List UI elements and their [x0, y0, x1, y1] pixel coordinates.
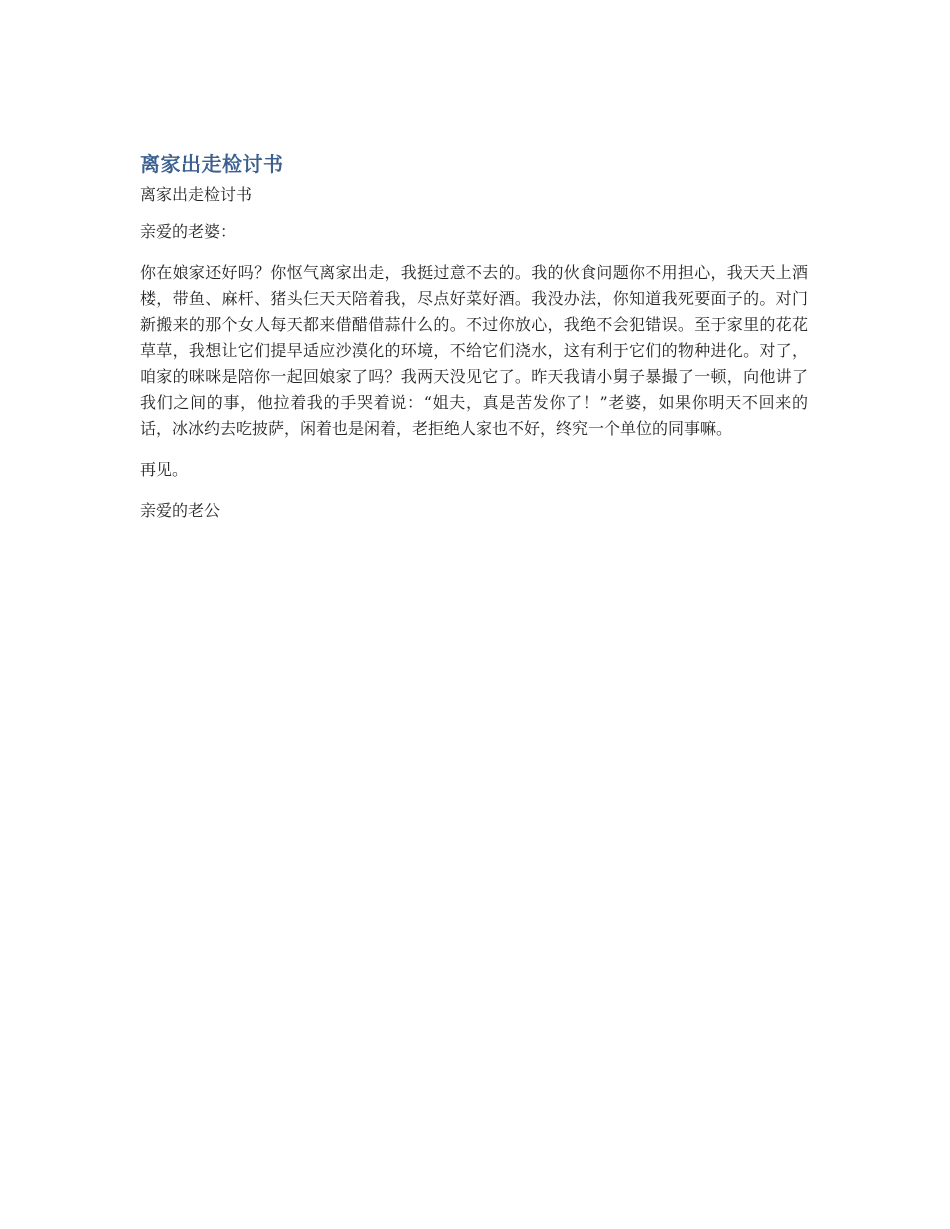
closing: 再见。 — [140, 460, 189, 479]
signature: 亲爱的老公 — [140, 501, 221, 520]
body-paragraph: 你在娘家还好吗？你怄气离家出走，我挺过意不去的。我的伙食问题你不用担心，我天天上酒楼，带鱼、麻杆、猪头仨天天陪着我，尽点好菜好酒。我没办法，你知道我死要面子的。对门新搬来的那个女人每天都来借醋借蒜什么的。不过你放心，我绝不会犯错误。至于家里的花花草草，我想让它们提早适应沙漠化的环境，不给它们浇水，这有利于它们的物种进化。对了，咱家的咪咪是陪你一起回娘家了吗？我两天没见它了。昨天我请小舅子暴撮了一顿，向他讲了我们之间的事，他拉着我的手哭着说：“姐夫，真是苦发你了！”老婆，如果你明天不回来的话，冰冰约去吃披萨，闲着也是闲着，老拒绝人家也不好，终究一个单位的同事嘛。 — [140, 263, 808, 438]
document-page — [140, 150, 808, 539]
salutation: 亲爱的老婆： — [140, 222, 237, 241]
document-subtitle: 离家出走检讨书 — [140, 185, 253, 204]
document-title: 离家出走检讨书 — [140, 152, 284, 176]
